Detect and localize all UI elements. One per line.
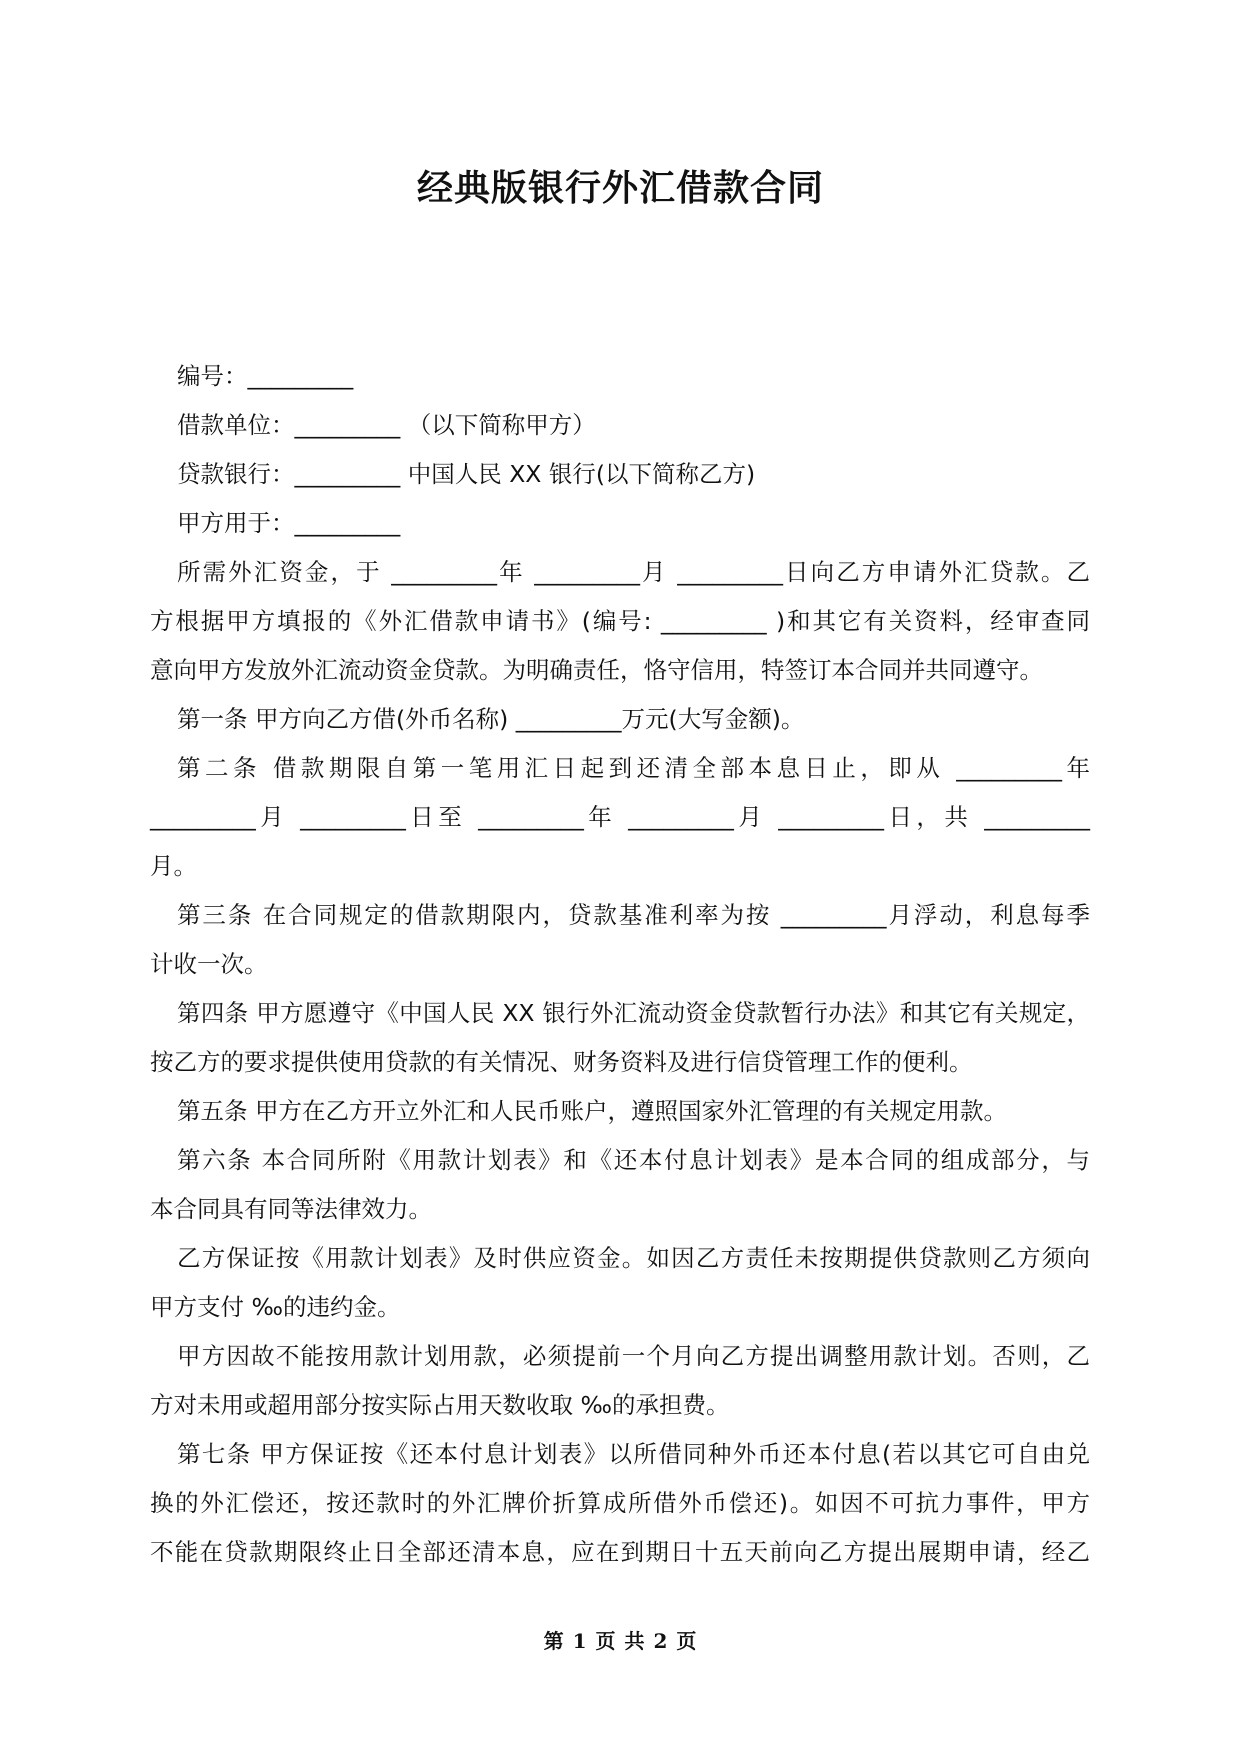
body-line: 换的外汇偿还，按还款时的外汇牌价折算成所借外币偿还)。如因不可抗力事件，甲方 bbox=[150, 1489, 1090, 1517]
document-body bbox=[150, 352, 1090, 1577]
field-contract-number: 编号：_________ bbox=[177, 362, 354, 390]
body-line: 第一条 甲方向乙方借(外币名称) _________万元(大写金额)。 bbox=[177, 705, 805, 733]
body-line: _________月 _________日至 _________年 _________月 _________日，共 _________ bbox=[150, 803, 1090, 831]
body-line: 第五条 甲方在乙方开立外汇和人民币账户，遵照国家外汇管理的有关规定用款。 bbox=[177, 1097, 1007, 1125]
body-line: 第三条 在合同规定的借款期限内，贷款基准利率为按 _________月浮动，利息每季 bbox=[177, 901, 1090, 929]
field-purpose: 甲方用于：_________ bbox=[177, 509, 401, 537]
body-line: 第四条 甲方愿遵守《中国人民 XX 银行外汇流动资金贷款暂行办法》和其它有关规定， bbox=[177, 999, 1090, 1027]
body-line: 甲方支付 ‰的违约金。 bbox=[150, 1293, 401, 1321]
page-footer: 第 1 页 共 2 页 bbox=[543, 1629, 698, 1653]
body-line: 第二条 借款期限自第一笔用汇日起到还清全部本息日止，即从 _________年 bbox=[177, 754, 1090, 782]
body-line: 第七条 甲方保证按《还本付息计划表》以所借同种外币还本付息(若以其它可自由兑 bbox=[177, 1440, 1090, 1468]
body-line: 计收一次。 bbox=[150, 950, 268, 978]
body-line: 月。 bbox=[150, 852, 197, 880]
document-title: 经典版银行外汇借款合同 bbox=[416, 168, 824, 209]
body-line: 方对未用或超用部分按实际占用天数收取 ‰的承担费。 bbox=[150, 1391, 730, 1419]
body-line: 意向甲方发放外汇流动资金贷款。为明确责任，恪守信用，特签订本合同并共同遵守。 bbox=[150, 656, 1043, 684]
body-line: 乙方保证按《用款计划表》及时供应资金。如因乙方责任未按期提供贷款则乙方须向 bbox=[177, 1244, 1090, 1272]
body-line: 本合同具有同等法律效力。 bbox=[150, 1195, 432, 1223]
body-line: 第六条 本合同所附《用款计划表》和《还本付息计划表》是本合同的组成部分，与 bbox=[177, 1146, 1090, 1174]
contract-clauses bbox=[150, 548, 1090, 1577]
body-line: 方根据甲方填报的《外汇借款申请书》(编号: _________ )和其它有关资料，经审查同 bbox=[150, 607, 1090, 635]
body-line: 按乙方的要求提供使用贷款的有关情况、财务资料及进行信贷管理工作的便利。 bbox=[150, 1048, 973, 1076]
field-borrower: 借款单位：_________ （以下简称甲方） bbox=[177, 411, 596, 439]
body-line: 甲方因故不能按用款计划用款，必须提前一个月向乙方提出调整用款计划。否则，乙 bbox=[177, 1342, 1090, 1370]
body-line: 所需外汇资金，于 _________年 _________月 _________日向乙方申请外汇贷款。乙 bbox=[177, 558, 1090, 586]
field-lender-bank: 贷款银行：_________ 中国人民 XX 银行(以下简称乙方) bbox=[177, 460, 756, 488]
body-line: 不能在贷款期限终止日全部还清本息，应在到期日十五天前向乙方提出展期申请，经乙 bbox=[150, 1538, 1090, 1566]
